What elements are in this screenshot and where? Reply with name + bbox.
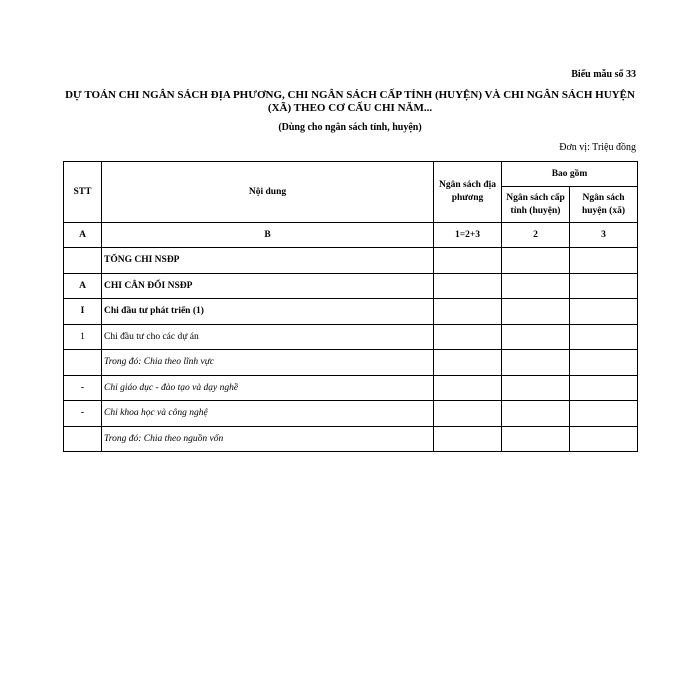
cell-local [434, 273, 502, 299]
table-row [64, 401, 638, 427]
table-row [64, 375, 638, 401]
document-title: DỰ TOÁN CHI NGÂN SÁCH ĐỊA PHƯƠNG, CHI NGÂN SÁCH CẤP TỈNH (HUYỆN) VÀ CHI NGÂN SÁCH HUYỆN (XÃ) THEO CƠ CẤU CHI NĂM... [65, 89, 635, 114]
row-content: TỔNG CHI NSĐP [102, 248, 434, 274]
cell-province [502, 375, 570, 401]
row-stt [64, 248, 102, 274]
row-content: Chi đầu tư cho các dự án [102, 324, 434, 350]
cell-province [502, 299, 570, 325]
index-cell: A [64, 223, 102, 248]
row-content: CHI CÂN ĐỐI NSĐP [102, 273, 434, 299]
cell-district [570, 401, 638, 427]
row-stt: - [64, 401, 102, 427]
cell-local [434, 248, 502, 274]
row-content: Chi giáo dục - đào tạo và dạy nghề [102, 375, 434, 401]
cell-district [570, 248, 638, 274]
index-cell: B [102, 223, 434, 248]
row-content: Trong đó: Chia theo lĩnh vực [102, 350, 434, 376]
table-row [64, 324, 638, 350]
cell-local [434, 350, 502, 376]
row-stt: 1 [64, 324, 102, 350]
cell-province [502, 248, 570, 274]
header-province-budget: Ngân sách cấp tỉnh (huyện) [502, 187, 570, 223]
cell-province [502, 324, 570, 350]
row-stt: I [64, 299, 102, 325]
row-stt: - [64, 375, 102, 401]
cell-district [570, 426, 638, 452]
index-row [64, 223, 638, 248]
cell-local [434, 324, 502, 350]
cell-province [502, 350, 570, 376]
table-row [64, 273, 638, 299]
header-local-budget: Ngân sách địa phương [434, 162, 502, 223]
table-row [64, 350, 638, 376]
table-row [64, 299, 638, 325]
row-content: Chi khoa học và công nghệ [102, 401, 434, 427]
index-cell: 1=2+3 [434, 223, 502, 248]
form-number: Biểu mẫu số 33 [571, 69, 636, 80]
cell-district [570, 299, 638, 325]
row-stt: A [64, 273, 102, 299]
cell-local [434, 375, 502, 401]
unit-label: Đơn vị: Triệu đồng [559, 142, 636, 153]
row-stt [64, 426, 102, 452]
cell-province [502, 401, 570, 427]
row-stt [64, 350, 102, 376]
table-row [64, 248, 638, 274]
cell-district [570, 375, 638, 401]
cell-province [502, 273, 570, 299]
budget-table [63, 161, 638, 452]
cell-local [434, 401, 502, 427]
cell-district [570, 273, 638, 299]
cell-local [434, 299, 502, 325]
cell-local [434, 426, 502, 452]
header-district-budget: Ngân sách huyện (xã) [570, 187, 638, 223]
cell-province [502, 426, 570, 452]
cell-district [570, 324, 638, 350]
header-stt: STT [64, 162, 102, 223]
index-cell: 2 [502, 223, 570, 248]
document-subtitle: (Dùng cho ngân sách tỉnh, huyện) [278, 122, 422, 133]
row-content: Chi đầu tư phát triển (1) [102, 299, 434, 325]
header-content: Nội dung [102, 162, 434, 223]
cell-district [570, 350, 638, 376]
index-cell: 3 [570, 223, 638, 248]
header-includes: Bao gồm [502, 162, 638, 187]
table-row [64, 426, 638, 452]
row-content: Trong đó: Chia theo nguồn vốn [102, 426, 434, 452]
